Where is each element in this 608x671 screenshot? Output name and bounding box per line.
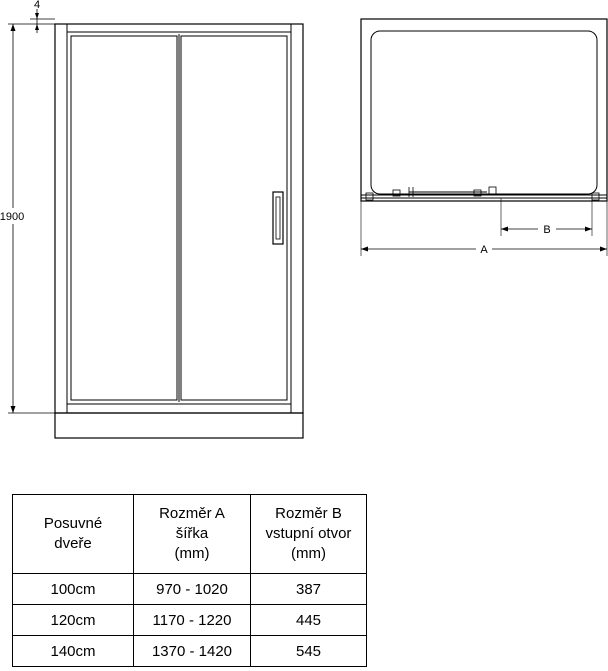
cell-dimension-a: 1170 - 1220: [134, 605, 251, 636]
fixed-panel: [71, 36, 177, 400]
shower-tray: [55, 413, 303, 438]
table-row: [13, 605, 367, 636]
header-text: vstupní otvor: [265, 525, 352, 542]
left-profile: [55, 24, 67, 413]
dimension-b-label: B: [543, 224, 551, 236]
header-dimension-a: [134, 495, 251, 574]
header-text: Rozměr B: [275, 505, 342, 522]
cell-dimension-a: 970 - 1020: [134, 574, 251, 605]
arrow-head-bottom: [11, 406, 16, 413]
header-door-type: [13, 495, 134, 574]
cell-door-size: 100cm: [13, 574, 134, 605]
top-gap-label: 4: [33, 0, 41, 11]
header-text: Rozměr A: [159, 505, 225, 522]
top-gap-dimension: [30, 9, 55, 33]
dimensions-table: [12, 494, 367, 667]
cell-door-size: 120cm: [13, 605, 134, 636]
left-wall-profile-plan: [366, 193, 373, 200]
cell-dimension-b: 445: [251, 605, 367, 636]
table-row: [13, 574, 367, 605]
dimension-a-label: A: [480, 244, 488, 256]
tray-outline: [361, 19, 607, 201]
header-text: dveře: [54, 535, 92, 552]
header-text: šířka: [175, 525, 209, 542]
plan-view: [361, 19, 607, 256]
table-header-row: [13, 495, 367, 574]
right-wall-profile-plan: [592, 193, 599, 200]
header-text: (mm): [291, 545, 326, 562]
cell-dimension-a: 1370 - 1420: [134, 636, 251, 667]
front-elevation: [55, 24, 303, 438]
cell-dimension-b: 545: [251, 636, 367, 667]
header-dimension-b: [251, 495, 367, 574]
tray-inner-basin: [371, 31, 597, 194]
cell-door-size: 140cm: [13, 636, 134, 667]
right-profile: [291, 24, 303, 413]
header-text: Posuvné: [43, 515, 103, 532]
sliding-door-panel: [181, 36, 287, 400]
height-label: 1900: [0, 211, 25, 223]
arrow-head-top: [11, 24, 16, 31]
cell-dimension-b: 387: [251, 574, 367, 605]
header-text: (mm): [174, 545, 210, 562]
table-row: [13, 636, 367, 667]
door-handle-inner: [276, 197, 280, 239]
door-handle: [273, 192, 283, 244]
